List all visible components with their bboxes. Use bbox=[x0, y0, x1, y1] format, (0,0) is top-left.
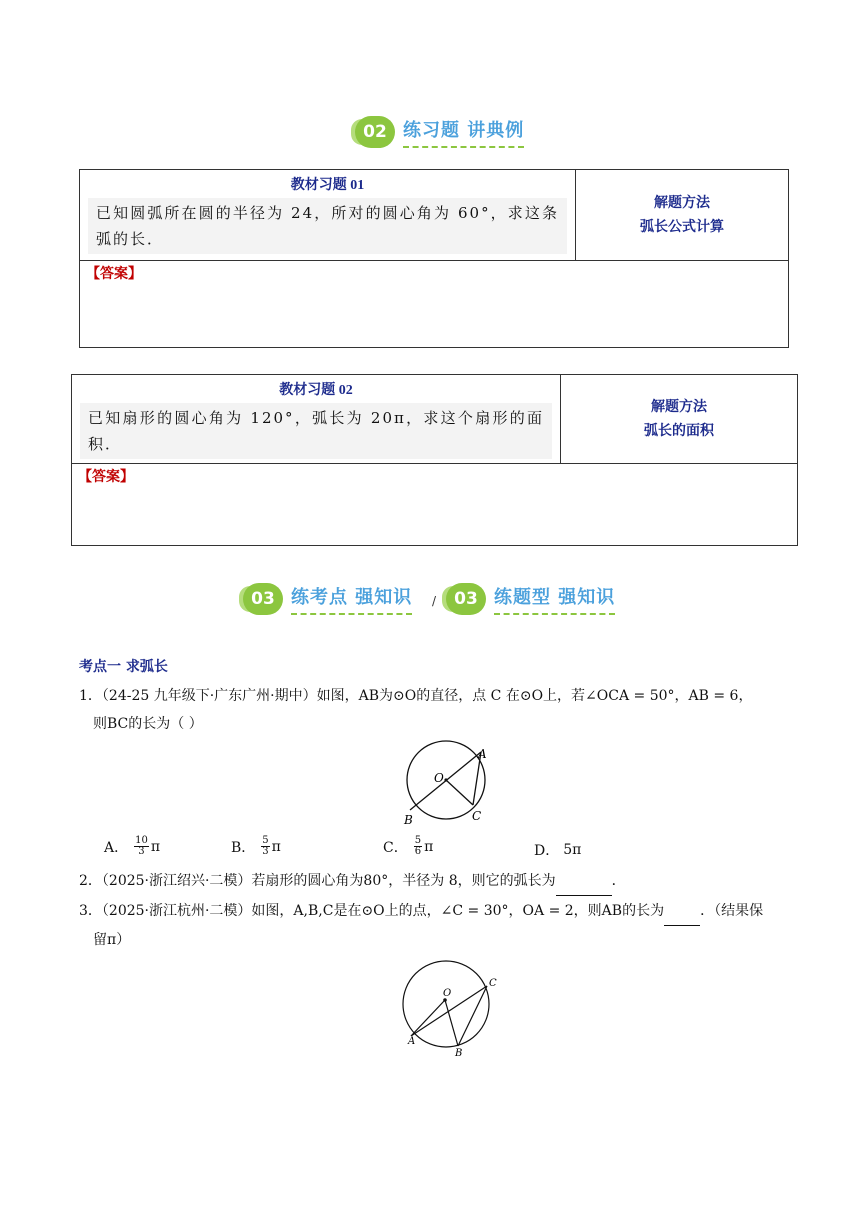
problem-2-text: 2．（2025·浙江绍兴·二模）若扇形的圆心角为80°，半径为 8，则它的弧长为 bbox=[79, 873, 556, 889]
choice-b[interactable]: B． $\frac{5}{3}$ π bbox=[231, 835, 281, 857]
problem-1-line1: 1．（24-25 九年级下·广东广州·期中）如图，AB为⊙O的直径，点 C 在⊙O上，若∠OCA = 50°，AB = 6， bbox=[79, 688, 753, 704]
problem-3: 3．（2025·浙江杭州·二模）如图，A,B,C是在⊙O上的点，∠C = 30°，OA = 2，则AB的长为 ．（结果保 留π） bbox=[79, 897, 794, 954]
problem-3-line2: 留π） bbox=[93, 932, 131, 948]
figure-label-C: C bbox=[489, 978, 497, 989]
problem-1-figure bbox=[398, 740, 498, 830]
section-number-badge: 03 bbox=[446, 583, 486, 615]
problem-2: 2．（2025·浙江绍兴·二模）若扇形的圆心角为80°，半径为 8，则它的弧长为 ． bbox=[79, 867, 794, 896]
answer-blank[interactable] bbox=[556, 867, 612, 896]
problem-1 bbox=[79, 682, 794, 738]
answer-blank[interactable] bbox=[664, 897, 700, 926]
exercise-title: 教材习题 02 bbox=[279, 383, 353, 398]
figure-label-C: C bbox=[472, 809, 482, 823]
kaodian-heading: 考点一 求弧长 bbox=[79, 659, 168, 675]
textbook-exercise-02 bbox=[71, 374, 798, 546]
fraction: $\frac{10}{3}$ bbox=[135, 835, 148, 857]
problem-3-figure bbox=[398, 960, 508, 1060]
answer-label: 【答案】 bbox=[78, 469, 134, 485]
exercise-text: 已知圆弧所在圆的半径为 24，所对的圆心角为 60°，求这条弧的长． bbox=[88, 198, 567, 254]
section-title: 练题型 强知识 bbox=[494, 583, 615, 615]
textbook-exercise-01 bbox=[79, 169, 789, 348]
answer-label: 【答案】 bbox=[86, 266, 142, 282]
method-cell bbox=[561, 375, 797, 463]
method-label: 解题方法 bbox=[654, 195, 710, 211]
section-number-badge: 02 bbox=[355, 116, 395, 148]
choice-c[interactable]: C． $\frac{5}{6}$ π bbox=[383, 835, 434, 857]
section-number-badge: 03 bbox=[243, 583, 283, 615]
fraction: $\frac{5}{3}$ bbox=[262, 835, 269, 857]
method-text: 弧长的面积 bbox=[644, 423, 714, 439]
choice-a[interactable]: A． $\frac{10}{3}$ π bbox=[104, 835, 161, 857]
exercise-text: 已知扇形的圆心角为 120°，弧长为 20π，求这个扇形的面积． bbox=[80, 403, 552, 459]
section-banner-03-kaodian bbox=[243, 583, 412, 615]
figure-label-O: O bbox=[443, 988, 452, 999]
banner-separator: / bbox=[432, 594, 437, 608]
method-label: 解题方法 bbox=[651, 399, 707, 415]
method-cell bbox=[576, 170, 788, 260]
exercise-title: 教材习题 01 bbox=[290, 178, 365, 193]
figure-label-A: A bbox=[478, 747, 487, 761]
section-banner-03-tixing bbox=[446, 583, 615, 615]
figure-label-A: A bbox=[408, 1036, 416, 1047]
section-title: 练考点 强知识 bbox=[291, 583, 412, 615]
section-banner-02 bbox=[355, 116, 524, 148]
exercise-question bbox=[72, 375, 561, 463]
problem-3-line1: 3．（2025·浙江杭州·二模）如图，A,B,C是在⊙O上的点，∠C = 30°，OA = 2，则AB的长为 bbox=[79, 903, 665, 919]
figure-label-B: B bbox=[404, 813, 413, 827]
fraction: $\frac{5}{6}$ bbox=[414, 835, 422, 857]
exercise-question bbox=[80, 170, 576, 260]
figure-label-O: O bbox=[434, 771, 444, 785]
section-title: 练习题 讲典例 bbox=[403, 116, 524, 148]
choice-d[interactable]: D． 5π bbox=[534, 842, 582, 859]
method-text: 弧长公式计算 bbox=[640, 219, 724, 235]
problem-1-line2: 则BC的长为（ ） bbox=[93, 716, 203, 732]
figure-label-B: B bbox=[455, 1048, 463, 1059]
